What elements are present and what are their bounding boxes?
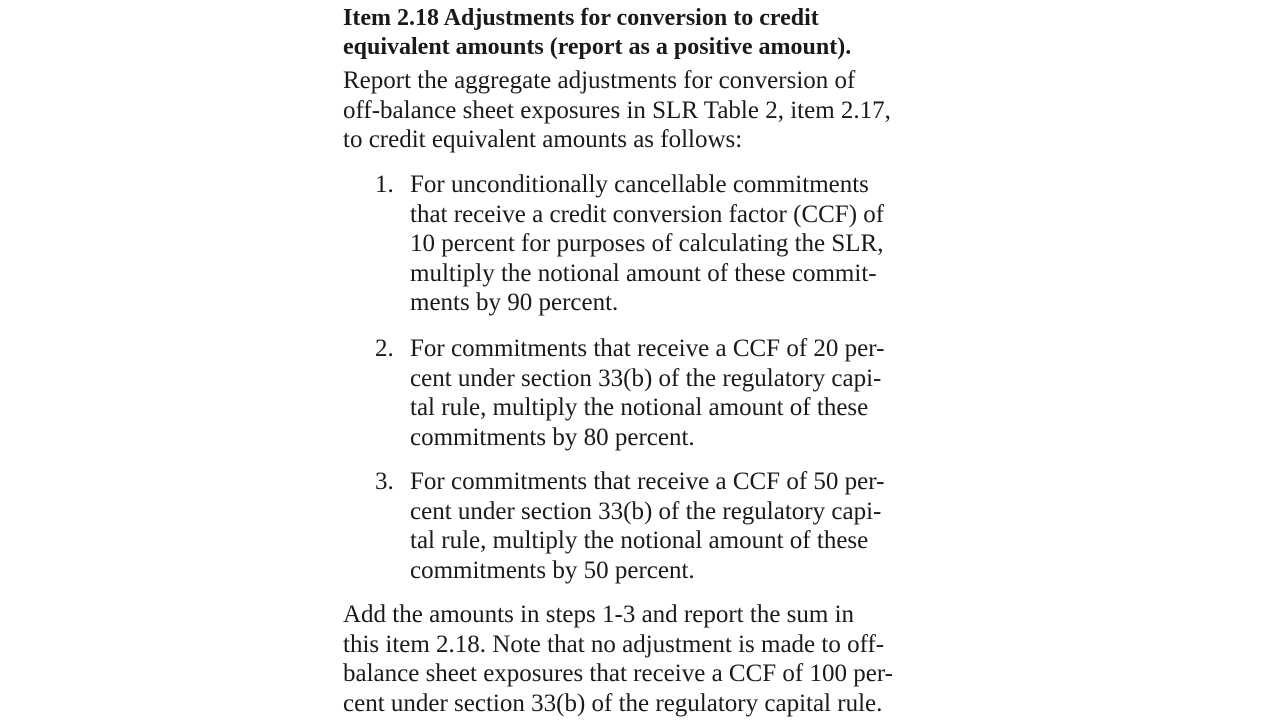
step-3-line-2: cent under section 33(b) of the regulatory capi- — [410, 498, 882, 525]
closing-line-2: this item 2.18. Note that no adjustment is made to off- — [343, 631, 885, 658]
step-2-line-4: commitments by 80 percent. — [410, 424, 695, 451]
intro-line-1: Report the aggregate adjustments for conversion of — [343, 67, 856, 94]
closing-line-1: Add the amounts in steps 1-3 and report the sum in — [343, 601, 855, 628]
step-2-line-2: cent under section 33(b) of the regulatory capi- — [410, 365, 882, 392]
intro-line-2: off-balance sheet exposures in SLR Table 2, item 2.17, — [343, 97, 891, 124]
step-2-line-1: For commitments that receive a CCF of 20 per- — [410, 335, 885, 362]
step-2-line-3: tal rule, multiply the notional amount of these — [410, 394, 869, 421]
step-1-line-5: ments by 90 percent. — [410, 289, 619, 316]
step-3-number: 3. — [375, 468, 394, 495]
closing-line-3: balance sheet exposures that receive a CCF of 100 per- — [343, 660, 893, 687]
step-1-number: 1. — [375, 171, 394, 198]
step-1-line-3: 10 percent for purposes of calculating the SLR, — [410, 230, 884, 257]
step-1-line-4: multiply the notional amount of these commit- — [410, 260, 877, 287]
item-heading-line-1: Item 2.18 Adjustments for conversion to credit — [343, 5, 819, 31]
step-1-line-2: that receive a credit conversion factor (CCF) of — [410, 201, 885, 228]
item-heading-line-2: equivalent amounts (report as a positive amount). — [343, 34, 852, 60]
closing-line-4: cent under section 33(b) of the regulatory capital rule. — [343, 690, 883, 717]
step-3-line-1: For commitments that receive a CCF of 50 per- — [410, 468, 885, 495]
step-3-line-3: tal rule, multiply the notional amount of these — [410, 527, 869, 554]
step-3-line-4: commitments by 50 percent. — [410, 557, 695, 584]
step-2-number: 2. — [375, 335, 394, 362]
step-1-line-1: For unconditionally cancellable commitments — [410, 171, 869, 198]
intro-line-3: to credit equivalent amounts as follows: — [343, 126, 743, 153]
